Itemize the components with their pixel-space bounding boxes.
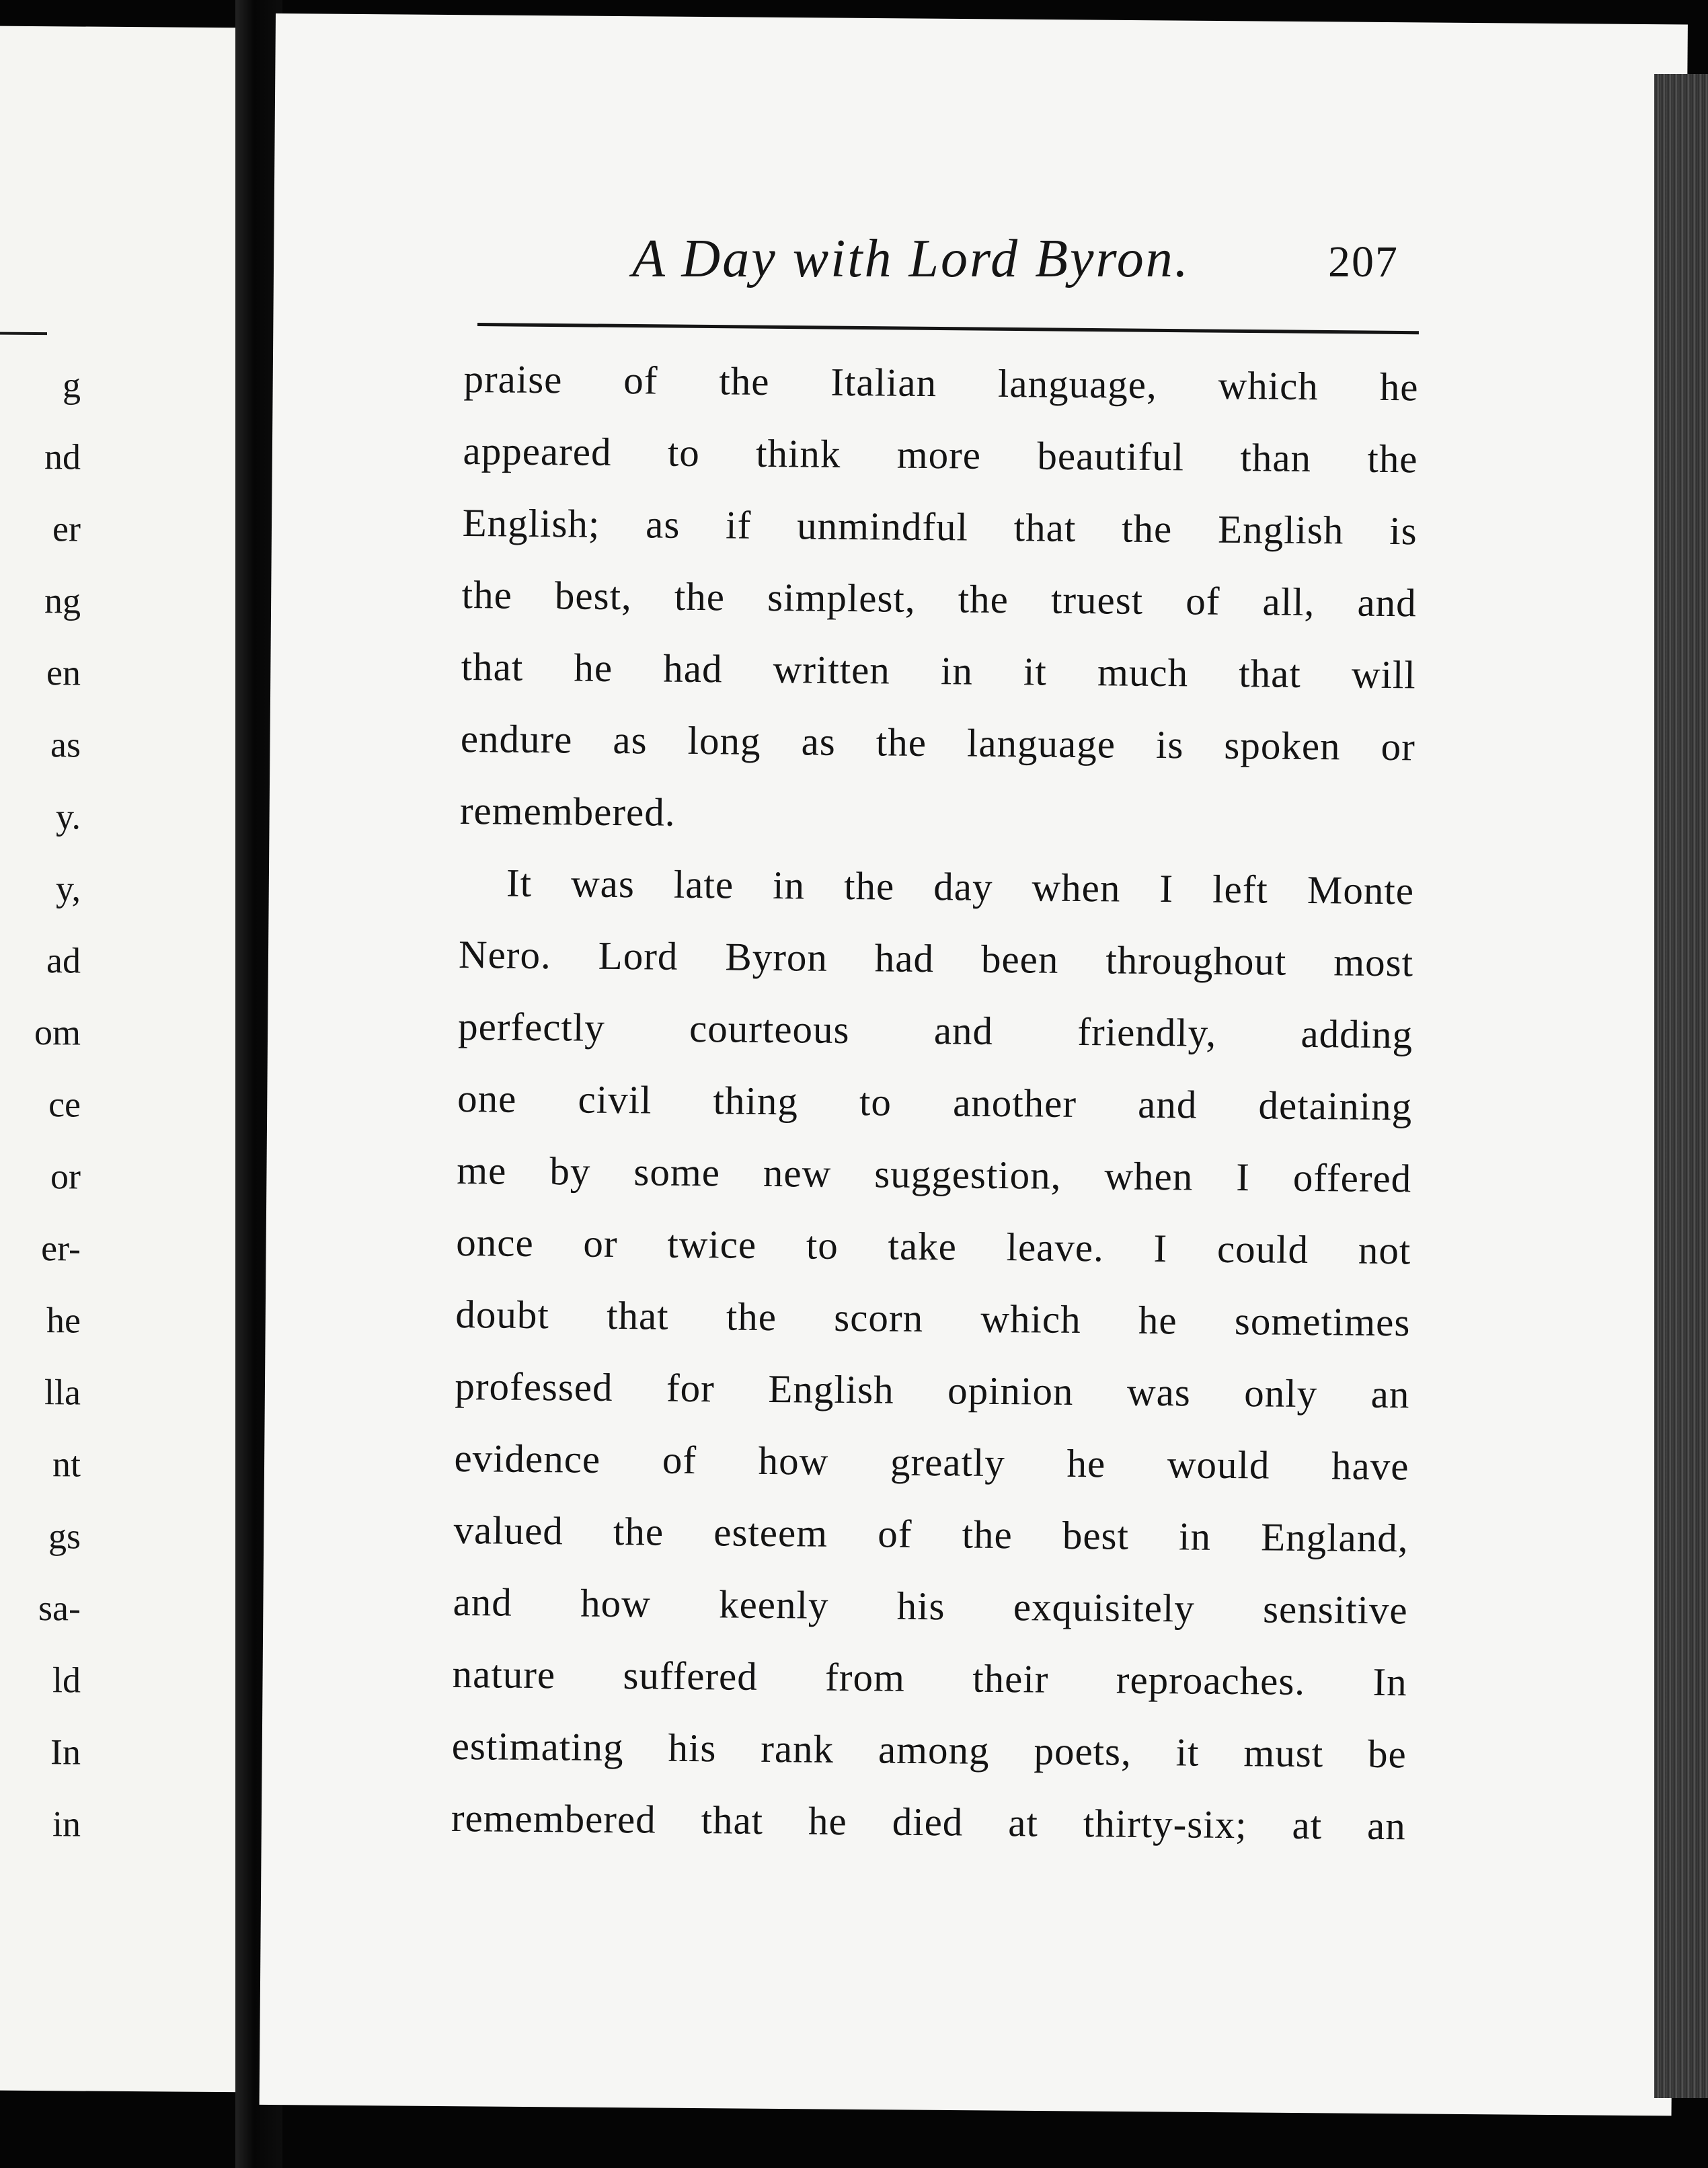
left-fragment: ce <box>48 1084 81 1125</box>
left-fragment: ng <box>44 580 81 621</box>
left-fragment: lla <box>44 1372 81 1413</box>
text-line: Nero. Lord Byron had been throughout most <box>458 931 1414 985</box>
page-edges <box>1654 74 1708 2098</box>
text-line: doubt that the scorn which he sometimes <box>455 1291 1411 1345</box>
text-line: professed for English opinion was only an <box>455 1363 1410 1417</box>
left-page <box>0 26 256 2093</box>
left-fragment: er <box>52 508 81 549</box>
left-fragment: y, <box>56 868 81 909</box>
text-line: remembered that he died at thirty-six; at an <box>451 1795 1407 1849</box>
left-fragment: g <box>63 364 81 405</box>
running-head <box>350 229 1399 296</box>
left-fragment: ad <box>46 940 81 981</box>
left-fragment: y. <box>56 796 81 837</box>
paragraph-1 <box>459 343 1418 855</box>
text-line: endure as long as the language is spoken or <box>460 715 1416 769</box>
running-title: A Day with Lord Byron. <box>632 229 1190 288</box>
text-line: remembered. <box>459 787 676 835</box>
left-page-rule <box>0 332 47 335</box>
text-line: nature suffered from their reproaches. In <box>452 1651 1407 1705</box>
left-fragment: In <box>50 1732 81 1773</box>
left-fragment: er- <box>41 1228 81 1269</box>
left-page-text-fragments <box>0 349 81 1861</box>
text-line: English; as if unmindful that the English is <box>462 500 1418 553</box>
paragraph-2 <box>451 847 1414 1862</box>
left-fragment: sa- <box>38 1588 81 1629</box>
text-line: appeared to think more beautiful than the <box>463 428 1418 481</box>
text-line: evidence of how greatly he would have <box>454 1435 1409 1489</box>
text-line: It was late in the day when I left Monte <box>506 860 1415 913</box>
text-line: the best, the simplest, the truest of all, and <box>461 572 1417 625</box>
left-fragment: in <box>52 1804 81 1845</box>
body-text <box>451 343 1419 1862</box>
left-fragment: nd <box>44 436 81 477</box>
left-fragment: gs <box>48 1516 81 1557</box>
left-fragment: om <box>34 1012 81 1053</box>
text-line: me by some new suggestion, when I offered <box>456 1147 1412 1201</box>
text-line: valued the esteem of the best in England, <box>453 1507 1409 1561</box>
page-number: 207 <box>1328 237 1399 286</box>
left-fragment: as <box>50 724 81 765</box>
text-line: and how keenly his exquisitely sensitive <box>453 1579 1408 1633</box>
text-line: one civil thing to another and detaining <box>457 1075 1413 1129</box>
left-fragment: or <box>50 1156 81 1197</box>
text-line: praise of the Italian language, which he <box>463 356 1419 410</box>
text-line: once or twice to take leave. I could not <box>456 1219 1411 1273</box>
text-line: perfectly courteous and friendly, adding <box>457 1003 1413 1057</box>
left-fragment: ld <box>52 1660 81 1701</box>
left-fragment: he <box>46 1300 81 1341</box>
left-fragment: en <box>46 652 81 693</box>
text-line: that he had written in it much that will <box>461 644 1417 697</box>
left-fragment: nt <box>52 1444 81 1485</box>
text-line: estimating his rank among poets, it must be <box>451 1723 1407 1777</box>
